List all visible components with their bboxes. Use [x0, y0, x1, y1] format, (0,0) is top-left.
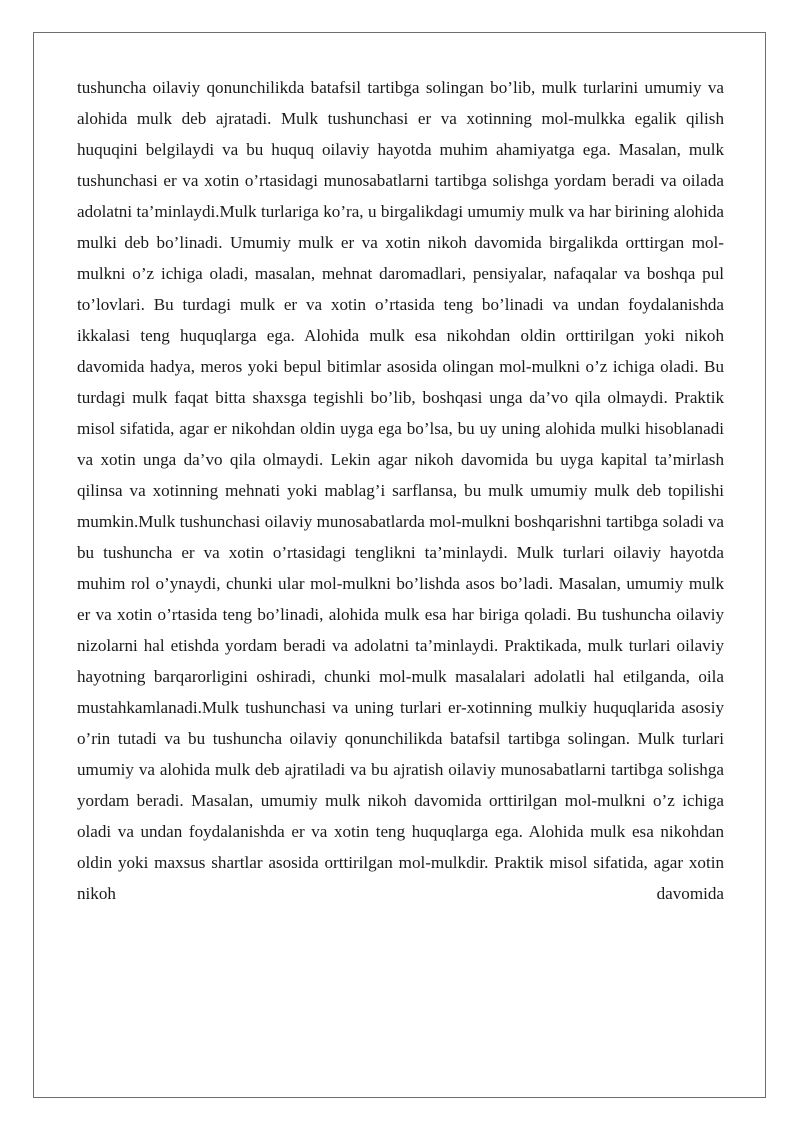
body-paragraph: tushuncha oilaviy qonunchilikda batafsil tartibga solingan bo’lib, mulk turlarini umumiy va alohida mulk deb ajratadi. Mulk tushunchasi er va xotinning mol-mulkka egalik qilish huquqini belgilaydi va bu huquq oilaviy hayotda muhim ahamiyatga ega. Masalan, mulk tushunchasi er va xotin o’rtasidagi munosabatlarni tartibga solishga yordam beradi va oilada adolatni ta’minlaydi.Mulk turlariga ko’ra, u birgalikdagi umumiy mulk va har birining alohida mulki deb bo’linadi. Umumiy mulk er va xotin nikoh davomida birgalikda orttirgan mol-mulkni o’z ichiga oladi, masalan, mehnat daromadlari, pensiyalar, nafaqalar va boshqa pul to’lovlari. Bu turdagi mulk er va xotin o’rtasida teng bo’linadi va undan foydalanishda ikkalasi teng huquqlarga ega. Alohida mulk esa nikohdan oldin orttirilgan yoki nikoh davomida hadya, meros yoki bepul bitimlar asosida olingan mol-mulkni o’z ichiga oladi. Bu turdagi mulk faqat bitta shaxsga tegishli bo’lib, boshqasi unga da’vo qila olmaydi. Praktik misol sifatida, agar er nikohdan oldin uyga ega bo’lsa, bu uy uning alohida mulki hisoblanadi va xotin unga da’vo qila olmaydi. Lekin agar nikoh davomida bu uyga kapital ta’mirlash qilinsa va xotinning mehnati yoki mablag’i sarflansa, bu mulk umumiy mulk deb topilishi mumkin.Mulk tushunchasi oilaviy munosabatlarda mol-mulkni boshqarishni tartibga soladi va bu tushuncha er va xotin o’rtasidagi tenglikni ta’minlaydi. Mulk turlari oilaviy hayotda muhim rol o’ynaydi, chunki ular mol-mulkni bo’lishda asos bo’ladi. Masalan, umumiy mulk er va xotin o’rtasida teng bo’linadi, alohida mulk esa har biriga qoladi. Bu tushuncha oilaviy nizolarni hal etishda yordam beradi va adolatni ta’minlaydi. Praktikada, mulk turlari oilaviy hayotning barqarorligini oshiradi, chunki mol-mulk masalalari adolatli hal etilganda, oila mustahkamlanadi.Mulk tushunchasi va uning turlari er-xotinning mulkiy huquqlarida asosiy o’rin tutadi va bu tushuncha oilaviy qonunchilikda batafsil tartibga solingan. Mulk turlari umumiy va alohida mulk deb ajratiladi va bu ajratish oilaviy munosabatlarni tartibga solishga yordam beradi. Masalan, umumiy mulk nikoh davomida orttirilgan mol-mulkni o’z ichiga oladi va undan foydalanishda er va xotin teng huquqlarga ega. Alohida mulk esa nikohdan oldin yoki maxsus shartlar asosida orttirilgan mol-mulkdir. Praktik misol sifatida, agar xotin nikoh davomida: [77, 78, 724, 903]
